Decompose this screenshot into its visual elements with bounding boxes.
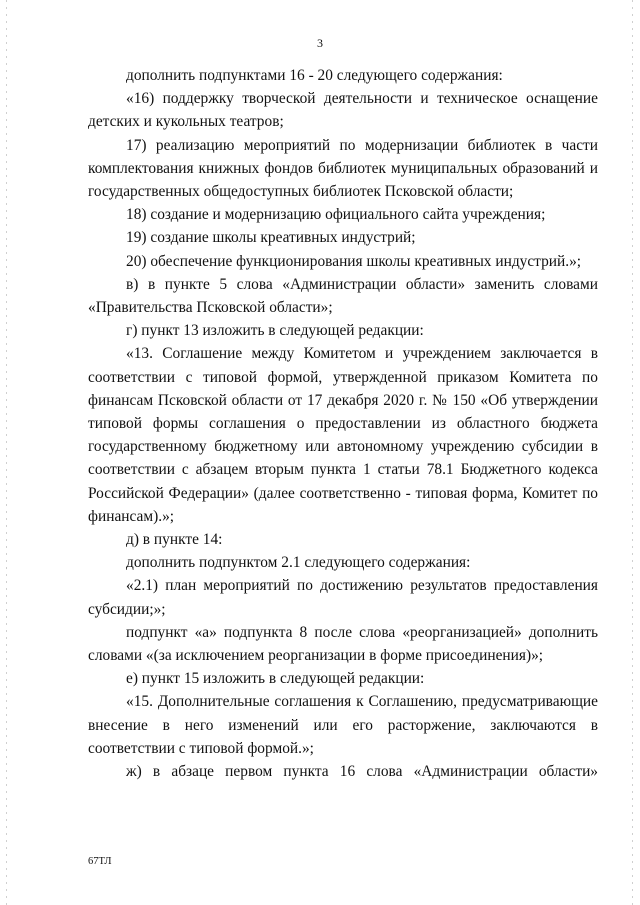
scan-edge-left [6,0,7,905]
paragraph: «15. Дополнительные соглашения к Соглашению, предусматривающие внесение в него изменений или его расторжение, заключаются в соответствии с типовой формой.»; [88,693,598,757]
paragraph: д) в пункте 14: [126,531,223,549]
scan-edge-right [632,0,633,905]
paragraph: 20) обеспечение функционирования школы креативных индустрий.»; [126,252,582,270]
document-code: 67ТЛ [88,856,112,867]
paragraph: «13. Соглашение между Комитетом и учреждением заключается в соответствии с типовой формой, утвержденной приказом Комитета по финансам Псковской области от 17 декабря 2020 г. № 150 «Об утверждении типовой формы соглашения о предоставлении из областного бюджета государственному бюджетному или автономному учреждению субсидии в соответствии с абзацем вторым пункта 1 статьи 78.1 Бюджетного кодекса Российской Федерации» (далее соответственно - типовая форма, Комитет по финансам).»; [88,345,598,525]
paragraph: 18) создание и модернизацию официального сайта учреждения; [126,206,546,224]
paragraph: е) пункт 15 изложить в следующей редакции: [126,670,425,688]
paragraph: 19) создание школы креативных индустрий; [126,229,416,247]
paragraph: ж) в абзаце первом пункта 16 слова «Администрации области» [126,763,598,781]
page-number: 3 [317,36,323,50]
paragraph: г) пункт 13 изложить в следующей редакции: [126,322,424,340]
paragraph: дополнить подпунктом 2.1 следующего содержания: [126,554,471,572]
paragraph: дополнить подпунктами 16 - 20 следующего содержания: [126,67,503,84]
paragraph: «16) поддержку творческой деятельности и техническое оснащение детских и кукольных театров; [88,90,598,131]
paragraph: 17) реализацию мероприятий по модернизации библиотек в части комплектования книжных фондов библиотек муниципальных образований и государственных общедоступных библиотек Псковской области; [88,136,598,201]
paragraph: в) в пункте 5 слова «Администрации области» заменить словами «Правительства Псковской области»; [88,275,598,317]
paragraph: «2.1) план мероприятий по достижению результатов предоставления субсидии;»; [88,577,598,618]
document-body [88,64,598,783]
paragraph: подпункт «а» подпункта 8 после слова «реорганизацией» дополнить словами «(за исключением реорганизации в форме присоединения)»; [88,623,598,665]
